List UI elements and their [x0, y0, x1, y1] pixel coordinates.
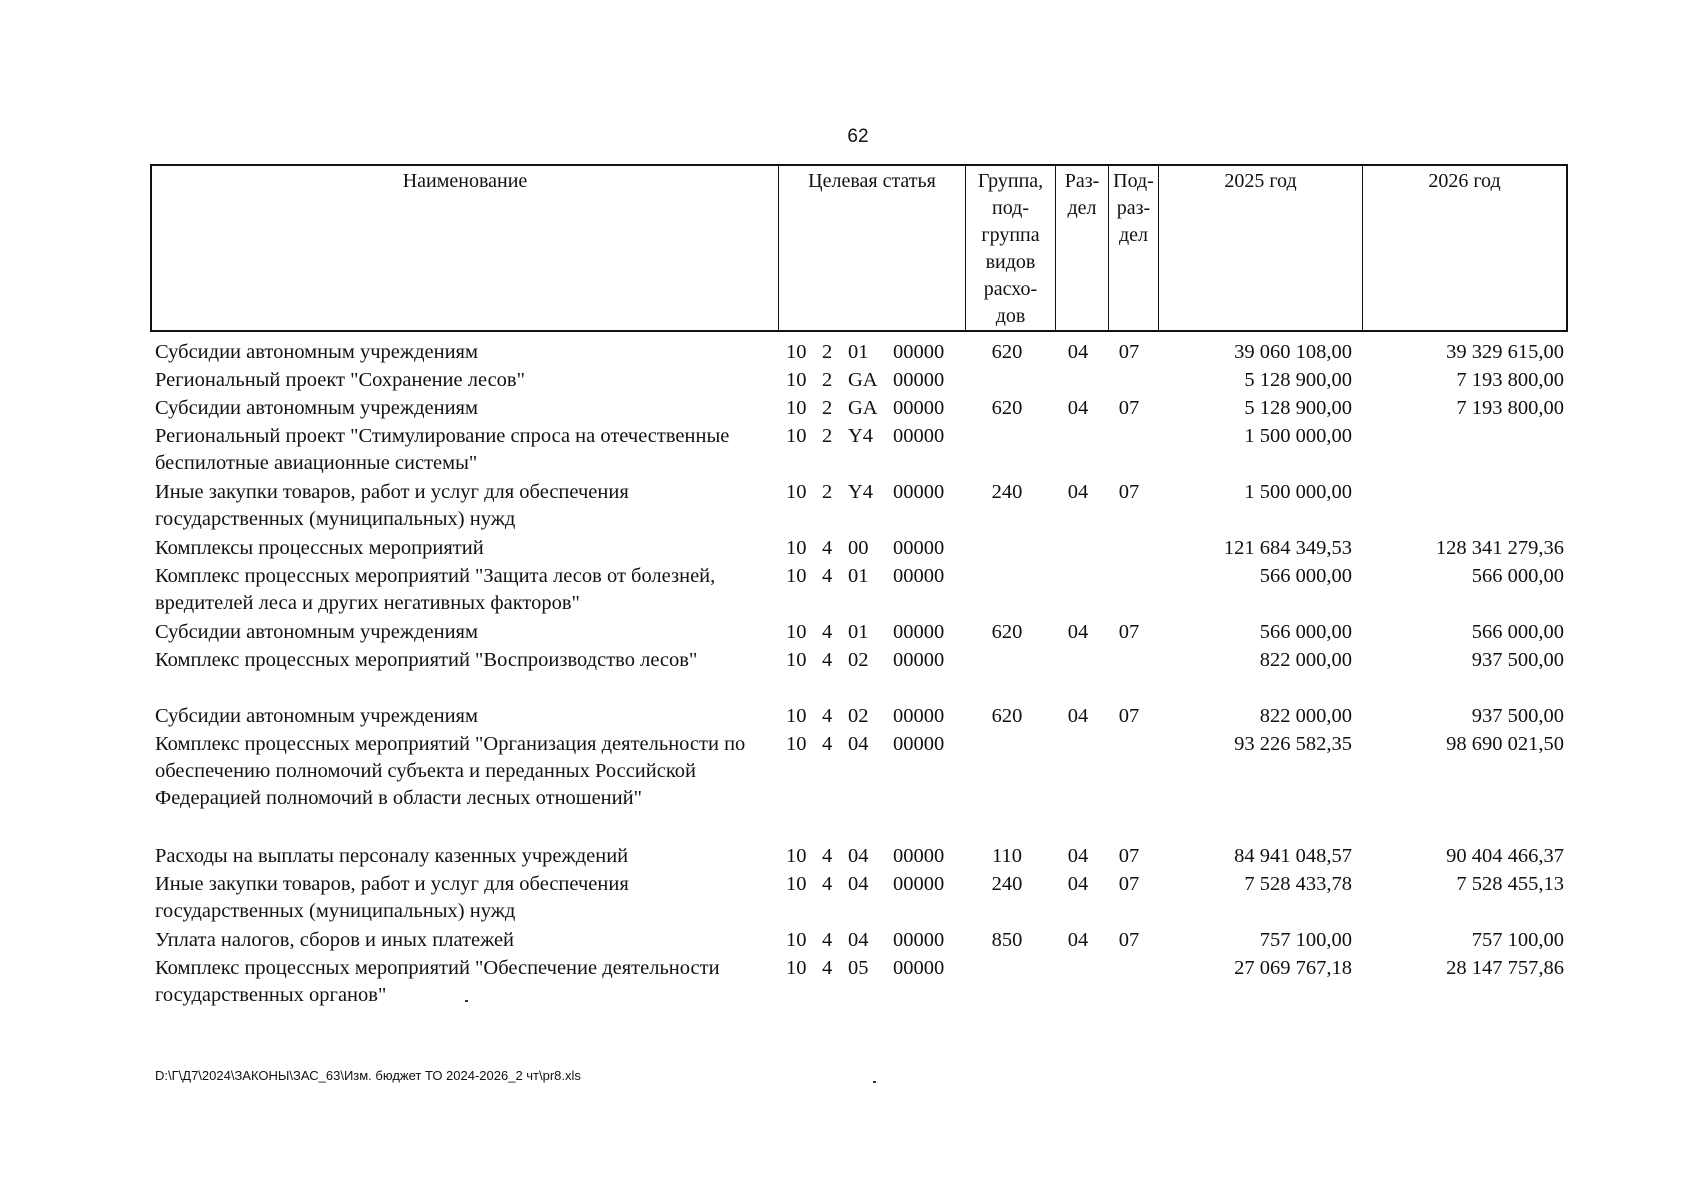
- amount-2025: 84 941 048,57: [1234, 845, 1352, 867]
- target-code-program: 10: [786, 873, 807, 895]
- header-2025-label: 2025 год: [1224, 170, 1297, 192]
- target-code-item: 00000: [893, 733, 945, 755]
- target-code-program: 10: [786, 481, 807, 503]
- amount-2025: 822 000,00: [1259, 649, 1352, 671]
- target-code-direction: GA: [848, 397, 878, 419]
- target-code-item: 00000: [893, 929, 945, 951]
- target-code-item: 00000: [893, 565, 945, 587]
- amount-2026: 566 000,00: [1471, 565, 1564, 587]
- header-group-line: расхо-: [983, 278, 1038, 300]
- header-subsection-line: раз-: [1116, 197, 1151, 219]
- amount-2025: 7 528 433,78: [1244, 873, 1352, 895]
- target-code-item: 00000: [893, 873, 945, 895]
- row-name: Комплекс процессных мероприятий "Воспроизводство лесов": [155, 649, 698, 671]
- target-code-program: 10: [786, 425, 807, 447]
- expense-group: 240: [991, 481, 1023, 503]
- target-code-subprogram: 4: [822, 845, 833, 867]
- target-code-program: 10: [786, 397, 807, 419]
- row-name: Уплата налогов, сборов и иных платежей: [155, 929, 515, 951]
- amount-2025: 121 684 349,53: [1223, 537, 1352, 559]
- target-code-item: 00000: [893, 341, 945, 363]
- target-code-program: 10: [786, 705, 807, 727]
- target-code-subprogram: 4: [822, 957, 833, 979]
- target-code-item: 00000: [893, 957, 945, 979]
- row-name: Субсидии автономным учреждениям: [155, 705, 478, 727]
- header-subsection-line: дел: [1118, 224, 1149, 246]
- section-code: 04: [1067, 705, 1089, 727]
- target-code-item: 00000: [893, 369, 945, 391]
- expense-group: 110: [992, 845, 1022, 867]
- target-code-subprogram: 2: [822, 481, 833, 503]
- amount-2025: 5 128 900,00: [1244, 397, 1352, 419]
- row-name: Комплекс процессных мероприятий "Организация деятельности по обеспечению полномочий субъекта и переданных Российской Федерацией полномочий в области лесных отношений": [155, 733, 746, 809]
- target-code-direction: 04: [848, 733, 869, 755]
- row-name: Региональный проект "Стимулирование спроса на отечественные беспилотные авиационные системы": [155, 425, 730, 474]
- target-code-program: 10: [786, 537, 807, 559]
- subsection-code: 07: [1118, 705, 1140, 727]
- amount-2026: 39 329 615,00: [1446, 341, 1564, 363]
- target-code-direction: 01: [848, 565, 869, 587]
- target-code-item: 00000: [893, 705, 945, 727]
- target-code-program: 10: [786, 369, 807, 391]
- amount-2026: 128 341 279,36: [1435, 537, 1564, 559]
- target-code-item: 00000: [893, 397, 945, 419]
- row-name: Комплексы процессных мероприятий: [155, 537, 484, 559]
- amount-2026: 757 100,00: [1471, 929, 1564, 951]
- target-code-direction: 04: [848, 929, 869, 951]
- subsection-code: 07: [1118, 929, 1140, 951]
- target-code-direction: 01: [848, 341, 869, 363]
- target-code-program: 10: [786, 341, 807, 363]
- target-code-subprogram: 4: [822, 733, 833, 755]
- target-code-program: 10: [786, 565, 807, 587]
- amount-2026: 937 500,00: [1471, 649, 1564, 671]
- target-code-direction: 02: [848, 649, 869, 671]
- target-code-direction: 04: [848, 873, 869, 895]
- header-2026-label: 2026 год: [1428, 170, 1501, 192]
- header-group-line: Группа,: [977, 170, 1044, 192]
- target-code-direction: 00: [848, 537, 869, 559]
- amount-2026: 566 000,00: [1471, 621, 1564, 643]
- target-code-program: 10: [786, 929, 807, 951]
- header-subsection-line: Под-: [1113, 170, 1154, 192]
- section-code: 04: [1067, 397, 1089, 419]
- target-code-subprogram: 2: [822, 369, 833, 391]
- subsection-code: 07: [1118, 481, 1140, 503]
- target-code-subprogram: 2: [822, 397, 833, 419]
- target-code-subprogram: 4: [822, 565, 833, 587]
- target-code-direction: Y4: [848, 425, 874, 447]
- target-code-subprogram: 4: [822, 929, 833, 951]
- section-code: 04: [1067, 341, 1089, 363]
- amount-2026: 7 528 455,13: [1456, 873, 1564, 895]
- row-name: Субсидии автономным учреждениям: [155, 621, 478, 643]
- target-code-item: 00000: [893, 537, 945, 559]
- amount-2025: 566 000,00: [1259, 621, 1352, 643]
- subsection-code: 07: [1118, 845, 1140, 867]
- header-name-label: Наименование: [402, 170, 528, 192]
- section-code: 04: [1067, 845, 1089, 867]
- subsection-code: 07: [1118, 621, 1140, 643]
- target-code-subprogram: 2: [822, 341, 833, 363]
- amount-2025: 566 000,00: [1259, 565, 1352, 587]
- section-code: 04: [1067, 481, 1089, 503]
- amount-2025: 757 100,00: [1259, 929, 1352, 951]
- expense-group: 620: [991, 621, 1023, 643]
- target-code-program: 10: [786, 957, 807, 979]
- target-code-subprogram: 4: [822, 649, 833, 671]
- target-code-program: 10: [786, 649, 807, 671]
- header-section-line: дел: [1067, 197, 1097, 219]
- amount-2026: 7 193 800,00: [1456, 369, 1564, 391]
- target-code-direction: 02: [848, 705, 869, 727]
- target-code-direction: Y4: [848, 481, 874, 503]
- subsection-code: 07: [1118, 873, 1140, 895]
- amount-2026: 7 193 800,00: [1456, 397, 1564, 419]
- target-code-direction: 05: [848, 957, 869, 979]
- amount-2026: 98 690 021,50: [1446, 733, 1564, 755]
- header-target-label: Целевая статья: [808, 170, 936, 192]
- target-code-subprogram: 4: [822, 873, 833, 895]
- target-code-subprogram: 2: [822, 425, 833, 447]
- scan-speck: [465, 1000, 468, 1002]
- expense-group: 620: [991, 397, 1023, 419]
- target-code-direction: 04: [848, 845, 869, 867]
- row-name: Региональный проект "Сохранение лесов": [155, 369, 525, 391]
- expense-group: 850: [991, 929, 1023, 951]
- target-code-item: 00000: [893, 649, 945, 671]
- amount-2025: 39 060 108,00: [1234, 341, 1352, 363]
- section-code: 04: [1067, 621, 1089, 643]
- row-name: Субсидии автономным учреждениям: [155, 341, 478, 363]
- expense-group: 620: [991, 341, 1023, 363]
- row-name: Субсидии автономным учреждениям: [155, 397, 478, 419]
- amount-2025: 1 500 000,00: [1244, 425, 1352, 447]
- header-group-line: дов: [995, 305, 1026, 327]
- row-name: Комплекс процессных мероприятий "Защита лесов от болезней, вредителей леса и других негативных факторов": [155, 565, 716, 614]
- row-name: Комплекс процессных мероприятий "Обеспечение деятельности государственных органов": [155, 957, 720, 1006]
- target-code-subprogram: 4: [822, 705, 833, 727]
- header-group-line: видов: [985, 251, 1036, 273]
- row-name: Иные закупки товаров, работ и услуг для обеспечения государственных (муниципальных) нужд: [155, 873, 629, 922]
- amount-2025: 1 500 000,00: [1244, 481, 1352, 503]
- expense-group: 620: [991, 705, 1023, 727]
- row-name: Расходы на выплаты персоналу казенных учреждений: [155, 845, 629, 867]
- row-name: Иные закупки товаров, работ и услуг для обеспечения государственных (муниципальных) нужд: [155, 481, 629, 530]
- amount-2025: 93 226 582,35: [1234, 733, 1352, 755]
- target-code-direction: GA: [848, 369, 878, 391]
- amount-2025: 5 128 900,00: [1244, 369, 1352, 391]
- section-code: 04: [1067, 929, 1089, 951]
- header-group-line: группа: [981, 224, 1040, 246]
- amount-2025: 822 000,00: [1259, 705, 1352, 727]
- target-code-item: 00000: [893, 481, 945, 503]
- target-code-direction: 01: [848, 621, 869, 643]
- target-code-subprogram: 4: [822, 621, 833, 643]
- amount-2025: 27 069 767,18: [1234, 957, 1352, 979]
- header-group-line: под-: [992, 197, 1029, 219]
- target-code-item: 00000: [893, 425, 945, 447]
- amount-2026: 28 147 757,86: [1446, 957, 1564, 979]
- footer-file-path: D:\Г\Д7\2024\ЗАКОНЫ\ЗАС_63\Изм. бюджет ТО 2024-2026_2 чт\pr8.xls: [155, 1068, 581, 1083]
- header-section-line: Раз-: [1064, 170, 1100, 192]
- section-code: 04: [1067, 873, 1089, 895]
- target-code-item: 00000: [893, 845, 945, 867]
- target-code-item: 00000: [893, 621, 945, 643]
- target-code-subprogram: 4: [822, 537, 833, 559]
- expense-group: 240: [991, 873, 1023, 895]
- subsection-code: 07: [1118, 341, 1140, 363]
- target-code-program: 10: [786, 621, 807, 643]
- target-code-program: 10: [786, 733, 807, 755]
- subsection-code: 07: [1118, 397, 1140, 419]
- target-code-program: 10: [786, 845, 807, 867]
- scan-speck: [873, 1081, 876, 1083]
- amount-2026: 937 500,00: [1471, 705, 1564, 727]
- amount-2026: 90 404 466,37: [1446, 845, 1564, 867]
